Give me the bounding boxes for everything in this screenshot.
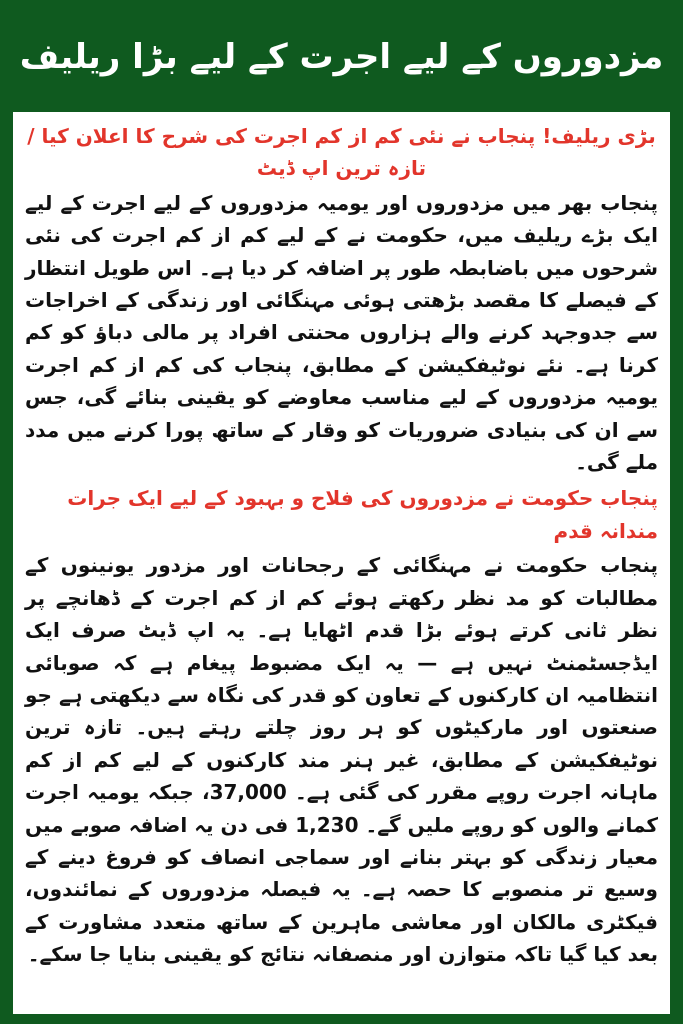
title-banner <box>0 0 683 112</box>
article-paragraph-2: پنجاب حکومت نے مہنگائی کے رجحانات اور مزدور یونینوں کے مطالبات کو مد نظر رکھتے ہوئے کم از کم اجرت کے ڈھانچے پر نظر ثانی کرتے ہوئے بڑا قدم اٹھایا ہے۔ یہ اپ ڈیٹ صرف ایک ایڈجسٹمنٹ نہیں ہے — یہ ایک مضبوط پیغام ہے کہ صوبائی انتظامیہ ان کارکنوں کے تعاون کو قدر کی نگاہ سے دیکھتی ہے جو صنعتوں اور مارکیٹوں کو ہر روز چلتے رہتے ہیں۔ تازہ ترین نوٹیفکیشن کے مطابق، غیر ہنر مند کارکنوں کے لیے کم از کم ماہانہ اجرت روپے مقرر کی گئی ہے۔ 37,000، جبکہ یومیہ اجرت کمانے والوں کو روپے ملیں گے۔ 1,230 فی دن یہ اضافہ صوبے میں معیار زندگی کو بہتر بنانے اور سماجی انصاف کو فروغ دینے کے وسیع تر منصوبے کا حصہ ہے۔ یہ فیصلہ مزدوروں کے نمائندوں، فیکٹری مالکان اور معاشی ماہرین کے ساتھ متعدد مشاورت کے بعد کیا گیا تاکہ متوازن اور منصفانہ نتائج کو یقینی بنایا جا سکے۔ <box>25 553 658 967</box>
page-title: مزدوروں کے لیے اجرت کے لیے بڑا ریلیف <box>19 36 664 77</box>
article-paragraph-1: پنجاب بھر میں مزدوروں اور یومیہ مزدوروں کے لیے اجرت کے لیے ایک بڑے ریلیف میں، حکومت نے کے لیے کم از کم اجرت کی نئی شرحوں میں باضابطہ طور پر اضافہ کر دیا ہے۔ اس طویل انتظار کے فیصلے کا مقصد بڑھتی ہوئی مہنگائی اور زندگی کے اخراجات سے جدوجہد کرنے والے ہزاروں محنتی افراد پر مالی دباؤ کو کم کرنا ہے۔ نئے نوٹیفکیشن کے مطابق، پنجاب کی کم از کم اجرت یومیہ مزدوروں کے لیے مناسب معاوضے کو یقینی بنائے گی، جس سے ان کی بنیادی ضروریات کو وقار کے ساتھ پورا کرنے میں مدد ملے گی۔ <box>25 190 658 475</box>
article-panel <box>13 112 670 1014</box>
headline-secondary: پنجاب حکومت نے مزدوروں کی فلاح و بہبود کے لیے ایک جرات مندانہ قدم <box>67 486 658 543</box>
headline-primary: بڑی ریلیف! پنجاب نے نئی کم از کم اجرت کی شرح کا اعلان کیا / تازہ ترین اپ ڈیٹ <box>27 124 656 181</box>
